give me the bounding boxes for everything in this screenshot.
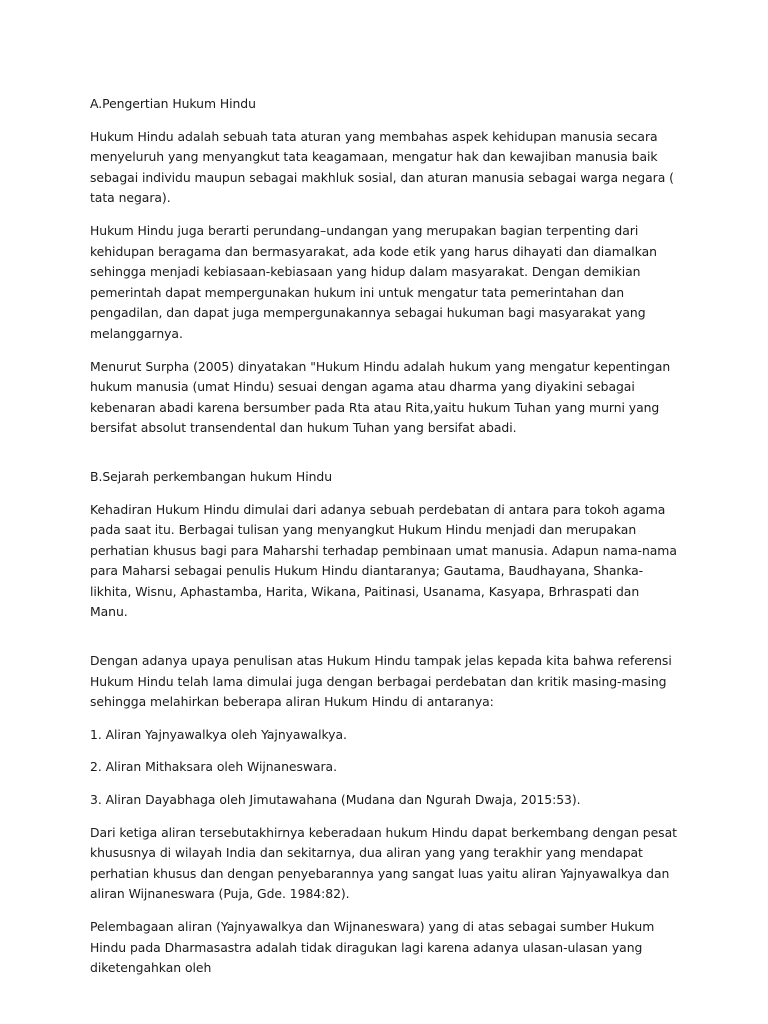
section-b-paragraph-4: Pelembagaan aliran (Yajnyawalkya dan Wijnaneswara) yang di atas sebagai sumber Hukum Hindu pada Dharmasastra adalah tidak diragukan lagi karena adanya ulasan-ulasan yang diketengahkan oleh: [90, 919, 655, 976]
section-a-paragraph-1: Hukum Hindu adalah sebuah tata aturan yang membahas aspek kehidupan manusia secara menyeluruh yang menyangkut tata keagamaan, mengatur hak dan kewajiban manusia baik sebagai individu maupun sebagai makhluk sosial, dan aturan manusia sebagai warga negara ( tata negara).: [90, 128, 674, 206]
section-b-paragraph-2: Dengan adanya upaya penulisan atas Hukum Hindu tampak jelas kepada kita bahwa referensi Hukum Hindu telah lama dimulai juga dengan berbagai perdebatan dan kritik masing-masing sehingga melahirkan beberapa aliran Hukum Hindu di antaranya:: [90, 653, 672, 710]
section-b-heading: B.Sejarah perkembangan hukum Hindu: [90, 468, 333, 484]
section-b-paragraph-1: Kehadiran Hukum Hindu dimulai dari adanya sebuah perdebatan di antara para tokoh agama pada saat itu. Berbagai tulisan yang menyangkut Hukum Hindu menjadi dan merupakan perhatian khusus bagi para Maharshi terhadap pembinaan umat manusia. Adapun nama-nama para Maharsi sebagai penulis Hukum Hindu diantaranya; Gautama, Baudhayana, Shanka-likhita, Wisnu, Aphastamba, Harita, Wikana, Paitinasi, Usanama, Kasyapa, Brhraspati dan Manu.: [90, 501, 677, 620]
document-page: [90, 94, 680, 991]
list-item: 1. Aliran Yajnyawalkya oleh Yajnyawalkya.: [90, 726, 347, 742]
list-item: 2. Aliran Mithaksara oleh Wijnaneswara.: [90, 759, 337, 775]
section-b-paragraph-3: Dari ketiga aliran tersebutakhirnya keberadaan hukum Hindu dapat berkembang dengan pesat khususnya di wilayah India dan sekitarnya, dua aliran yang yang terakhir yang mendapat perhatian khusus dan dengan penyebarannya yang sangat luas yaitu aliran Yajnyawalkya dan aliran Wijnaneswara (Puja, Gde. 1984:82).: [90, 824, 677, 902]
list-item: 3. Aliran Dayabhaga oleh Jimutawahana (Mudana dan Ngurah Dwaja, 2015:53).: [90, 792, 581, 808]
section-a-paragraph-2: Hukum Hindu juga berarti perundang–undangan yang merupakan bagian terpenting dari kehidupan beragama dan bermasyarakat, ada kode etik yang harus dihayati dan diamalkan sehingga menjadi kebiasaan-kebiasaan yang hidup dalam masyarakat. Dengan demikian pemerintah dapat mempergunakan hukum ini untuk mengatur tata pemerintahan dan pengadilan, dan dapat juga mempergunakannya sebagai hukuman bagi masyarakat yang melanggarnya.: [90, 222, 657, 341]
section-a-paragraph-3: Menurut Surpha (2005) dinyatakan "Hukum Hindu adalah hukum yang mengatur kepentingan hukum manusia (umat Hindu) sesuai dengan agama atau dharma yang diyakini sebagai kebenaran abadi karena bersumber pada Rta atau Rita,yaitu hukum Tuhan yang murni yang bersifat absolut transendental dan hukum Tuhan yang bersifat abadi.: [90, 358, 671, 436]
section-a-heading: A.Pengertian Hukum Hindu: [90, 96, 256, 111]
